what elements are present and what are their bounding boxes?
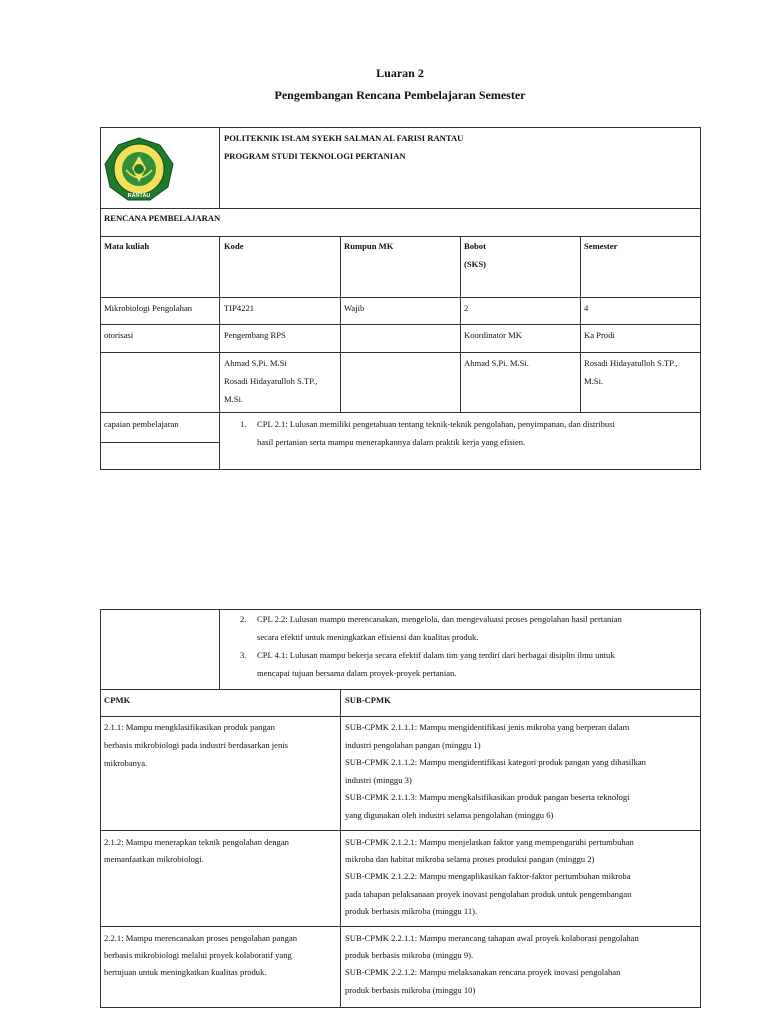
col-kode: Kode [224, 241, 244, 251]
sub-cpmk-text: pada tahapan pelaksanaan proyek inovasi pengolahan produk untuk pengembangan [345, 889, 632, 899]
cpmk-text: 2.1.2: Mampu menerapkan teknik pengolahan dengan [104, 837, 289, 847]
course-semester: 4 [584, 303, 589, 313]
kaprodi-name: Rosadi Hidayatulloh S.TP., [584, 358, 678, 368]
col-semester: Semester [584, 241, 618, 251]
divider [100, 324, 701, 325]
pengembang-name: Ahmad S.Pi. M.Si [224, 358, 287, 368]
pengembang-name: M.Si. [224, 394, 244, 404]
sub-cpmk-text: SUB-CPMK 2.1.1.1: Mampu mengidentifikasi jenis mikroba yang berperan dalam [345, 722, 630, 732]
course-rumpun: Wajib [344, 303, 365, 313]
course-name: Mikrobiologi Pengolahan [104, 303, 193, 313]
col-bobot: Bobot [464, 241, 486, 251]
page-title: Pengembangan Rencana Pembelajaran Semester [274, 88, 526, 102]
divider [100, 297, 701, 298]
cpl-text: CPL 2.2: Lulusan mampu merencanakan, mengelola, dan mengevaluasi proses pengolahan hasil pertanian [257, 614, 622, 624]
luaran-title: Luaran 2 [376, 66, 424, 80]
cpmk-text: bertujuan untuk meningkatkan kualitas produk. [104, 967, 267, 977]
divider [100, 926, 701, 927]
institution-name: POLITEKNIK ISLAM SYEKH SALMAN AL FARISI RANTAU [224, 133, 464, 143]
institution-logo [104, 137, 174, 201]
divider [100, 716, 701, 717]
divider [100, 689, 701, 690]
sub-cpmk-text: SUB-CPMK 2.1.2.1: Mampu menjelaskan faktor yang mempengaruhi pertumbuhan [345, 837, 634, 847]
cpl-text: mencapai tujuan bersama dalam proyek-proyek pertanian. [257, 668, 457, 678]
divider [580, 236, 581, 412]
kaprodi-label: Ka Prodi [584, 330, 615, 340]
col-rumpun: Rumpun MK [344, 241, 394, 251]
cpl-text: secara efektif untuk meningkatkan efisiensi dan kualitas produk. [257, 632, 479, 642]
sub-cpmk-text: mikroba dan habitat mikroba selama proses produksi pangan (minggu 2) [345, 854, 595, 864]
divider [100, 412, 701, 413]
cpmk-text: mikrobanya. [104, 758, 148, 768]
divider [460, 236, 461, 412]
cpl-text: CPL 4.1: Lulusan mampu bekerja secara efektif dalam tim yang terdiri dari berbagai disiplin ilmu untuk [257, 650, 615, 660]
divider [100, 830, 701, 831]
divider [219, 609, 220, 689]
sub-cpmk-text: SUB-CPMK 2.1.2.2: Mampu mengaplikasikan faktor-faktor pertumbuhan mikroba [345, 871, 631, 881]
capaian-label: capaian pembelajaran [104, 419, 179, 429]
sub-cpmk-text: industri pengolahan pangan (minggu 1) [345, 740, 481, 750]
sub-cpmk-text: produk berbasis mikroba (minggu 10) [345, 985, 476, 995]
sub-cpmk-text: industri (minggu 3) [345, 775, 412, 785]
divider [340, 236, 341, 412]
course-bobot: 2 [464, 303, 469, 313]
divider [100, 208, 701, 209]
cpmk-text: 2.2.1: Mampu merencanakan proses pengolahan pangan [104, 933, 298, 943]
cpmk-text: berbasis mikrobiologi pada industri berdasarkan jenis [104, 740, 289, 750]
sub-cpmk-text: SUB-CPMK 2.1.1.2: Mampu mengidentifikasi kategori produk pangan yang dihasilkan [345, 757, 646, 767]
cpmk-text: 2.1.1: Mampu mengklasifikasikan produk pangan [104, 722, 275, 732]
svg-text:RANTAU: RANTAU [127, 193, 151, 199]
divider [100, 352, 701, 353]
kaprodi-name: M.Si. [584, 376, 604, 386]
koordinator-label: Koordinator MK [464, 330, 522, 340]
program-name: PROGRAM STUDI TEKNOLOGI PERTANIAN [224, 151, 406, 161]
sub-cpmk-text: produk berbasis mikroba (minggu 11). [345, 906, 478, 916]
divider [219, 236, 220, 470]
divider [100, 442, 220, 443]
pengembang-name: Rosadi Hidayatulloh S.TP., [224, 376, 318, 386]
sub-cpmk-text: yang digunakan oleh industri selama pengolahan (minggu 6) [345, 810, 554, 820]
sub-cpmk-text: SUB-CPMK 2.2.1.2: Mampu melaksanakan rencana proyek inovasi pengolahan [345, 967, 621, 977]
cpmk-text: berbasis mikrobiologi melalui proyek kolaboratif yang [104, 950, 292, 960]
pengembang-label: Pengembang RPS [224, 330, 286, 340]
col-mata-kuliah: Mata kuliah [104, 241, 150, 251]
divider [340, 689, 341, 1008]
section-title: RENCANA PEMBELAJARAN [104, 213, 221, 223]
divider [100, 236, 701, 237]
cpl-number: 2. [240, 614, 247, 624]
sub-cpmk-text: SUB-CPMK 2.1.1.3: Mampu mengkalsifikasikan produk pangan beserta teknologi [345, 792, 630, 802]
sub-cpmk-text: produk berbasis mikroba (minggu 9). [345, 950, 474, 960]
sub-cpmk-text: SUB-CPMK 2.2.1.1: Mampu merancang tahapan awal proyek kolaborasi pengolahan [345, 933, 639, 943]
cpl-number: 3. [240, 650, 247, 660]
koordinator-name: Ahmad S.Pi. M.Si. [464, 358, 529, 368]
cpl-text: hasil pertanian serta mampu menerapkannya dalam praktik kerja yang efisien. [257, 437, 526, 447]
otorisasi-label: otorisasi [104, 330, 134, 340]
course-kode: TIP4221 [224, 303, 255, 313]
divider [219, 127, 220, 208]
cpl-number: 1. [240, 419, 247, 429]
cpmk-header: CPMK [104, 695, 131, 705]
col-bobot-unit: (SKS) [464, 259, 486, 269]
cpl-text: CPL 2.1: Lulusan memiliki pengetahuan tentang teknik-teknik pengolahan, penyimpanan, dan distribusi [257, 419, 615, 429]
cpmk-text: memanfaatkan mikrobiologi. [104, 854, 204, 864]
sub-cpmk-header: SUB-CPMK [345, 695, 391, 705]
